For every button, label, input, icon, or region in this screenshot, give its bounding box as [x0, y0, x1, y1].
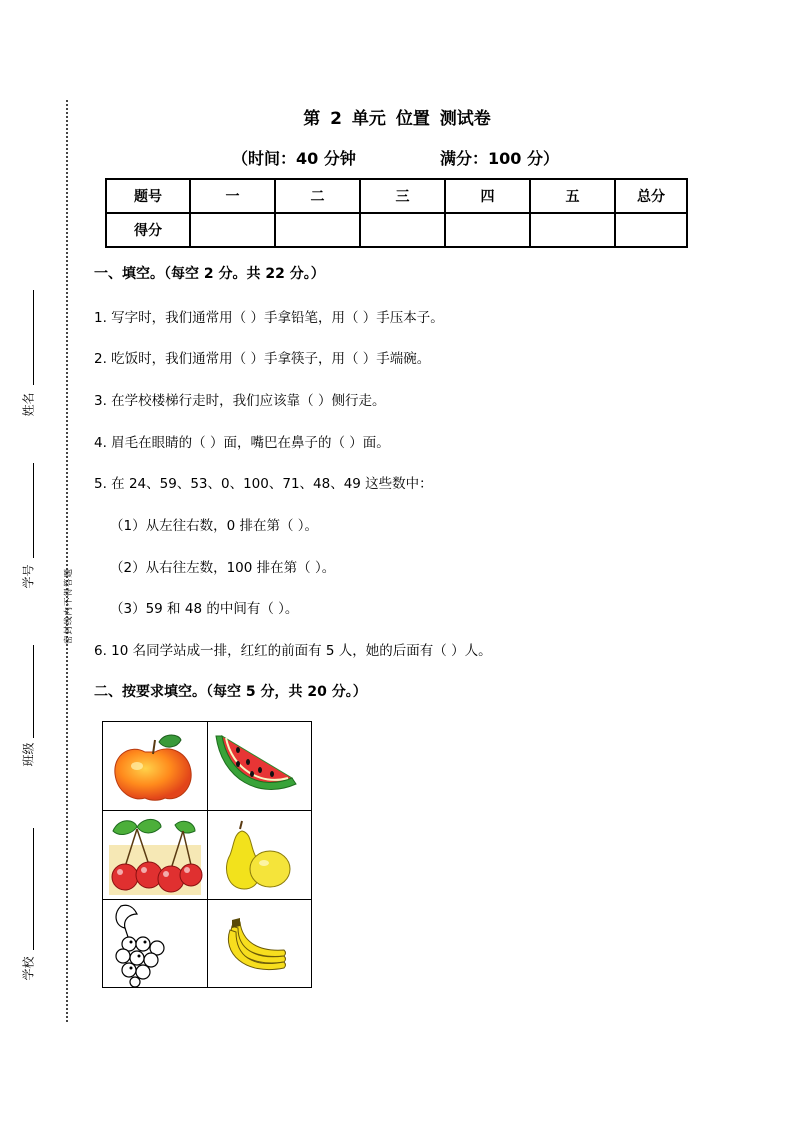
question-1: 1. 写字时，我们通常用（ ）手拿铅笔，用（ ）手压本子。 — [94, 310, 444, 326]
section2-heading: 二、按要求填空。（每空 5 分，共 20 分。） — [94, 684, 367, 700]
cherries-icon — [103, 811, 207, 899]
score-cell[interactable] — [360, 213, 445, 247]
question-5-1: （1）从左往右数，0 排在第（ ）。 — [110, 518, 319, 534]
header-cell: 总分 — [615, 179, 687, 213]
page-title: 第 2 单元 位置 测试卷 — [303, 109, 491, 129]
question-2: 2. 吃饭时，我们通常用（ ）手拿筷子，用（ ）手端碗。 — [94, 351, 431, 367]
bananas-icon — [208, 900, 312, 988]
watermelon-icon — [208, 722, 312, 810]
row-label-cell: 得分 — [106, 213, 190, 247]
grapes-icon — [103, 900, 207, 988]
score-table-score-row — [106, 213, 687, 247]
name-label: 姓名 — [21, 392, 36, 417]
class-label: 班级 — [21, 742, 36, 767]
question-6: 6. 10 名同学站成一排，红红的前面有 5 人，她的后面有（ ）人。 — [94, 643, 492, 659]
question-5-2: （2）从右往左数，100 排在第（ ）。 — [110, 560, 336, 576]
header-cell: 四 — [445, 179, 530, 213]
score-cell[interactable] — [190, 213, 275, 247]
student-no-line — [33, 463, 34, 558]
school-label: 学校 — [21, 956, 36, 981]
header-cell: 一 — [190, 179, 275, 213]
full-score: 满分：100 分） — [440, 149, 559, 168]
student-no-label: 学号 — [21, 564, 36, 589]
score-table — [105, 178, 688, 248]
score-table-header-row — [106, 179, 687, 213]
question-3: 3. 在学校楼梯行走时，我们应该靠（ ）侧行走。 — [94, 393, 386, 409]
pear-icon — [208, 811, 312, 899]
section1-heading: 一、填空。（每空 2 分。共 22 分。） — [94, 266, 325, 282]
school-line — [33, 828, 34, 950]
class-line — [33, 645, 34, 738]
header-cell: 二 — [275, 179, 360, 213]
header-cell: 五 — [530, 179, 615, 213]
score-cell[interactable] — [275, 213, 360, 247]
score-cell[interactable] — [530, 213, 615, 247]
question-5-3: （3）59 和 48 的中间有（ ）。 — [110, 601, 299, 617]
score-cell[interactable] — [445, 213, 530, 247]
question-5: 5. 在 24、59、53、0、100、71、48、49 这些数中： — [94, 476, 433, 492]
apple-icon — [103, 722, 207, 810]
header-cell: 三 — [360, 179, 445, 213]
name-line — [33, 290, 34, 384]
score-cell[interactable] — [615, 213, 687, 247]
question-4: 4. 眉毛在眼睛的（ ）面，嘴巴在鼻子的（ ）面。 — [94, 435, 390, 451]
seal-note: 密封线内不得答题 — [64, 568, 74, 645]
header-cell: 题号 — [106, 179, 190, 213]
fruit-grid — [102, 721, 312, 988]
time-limit: （时间：40 分钟 — [232, 149, 356, 168]
